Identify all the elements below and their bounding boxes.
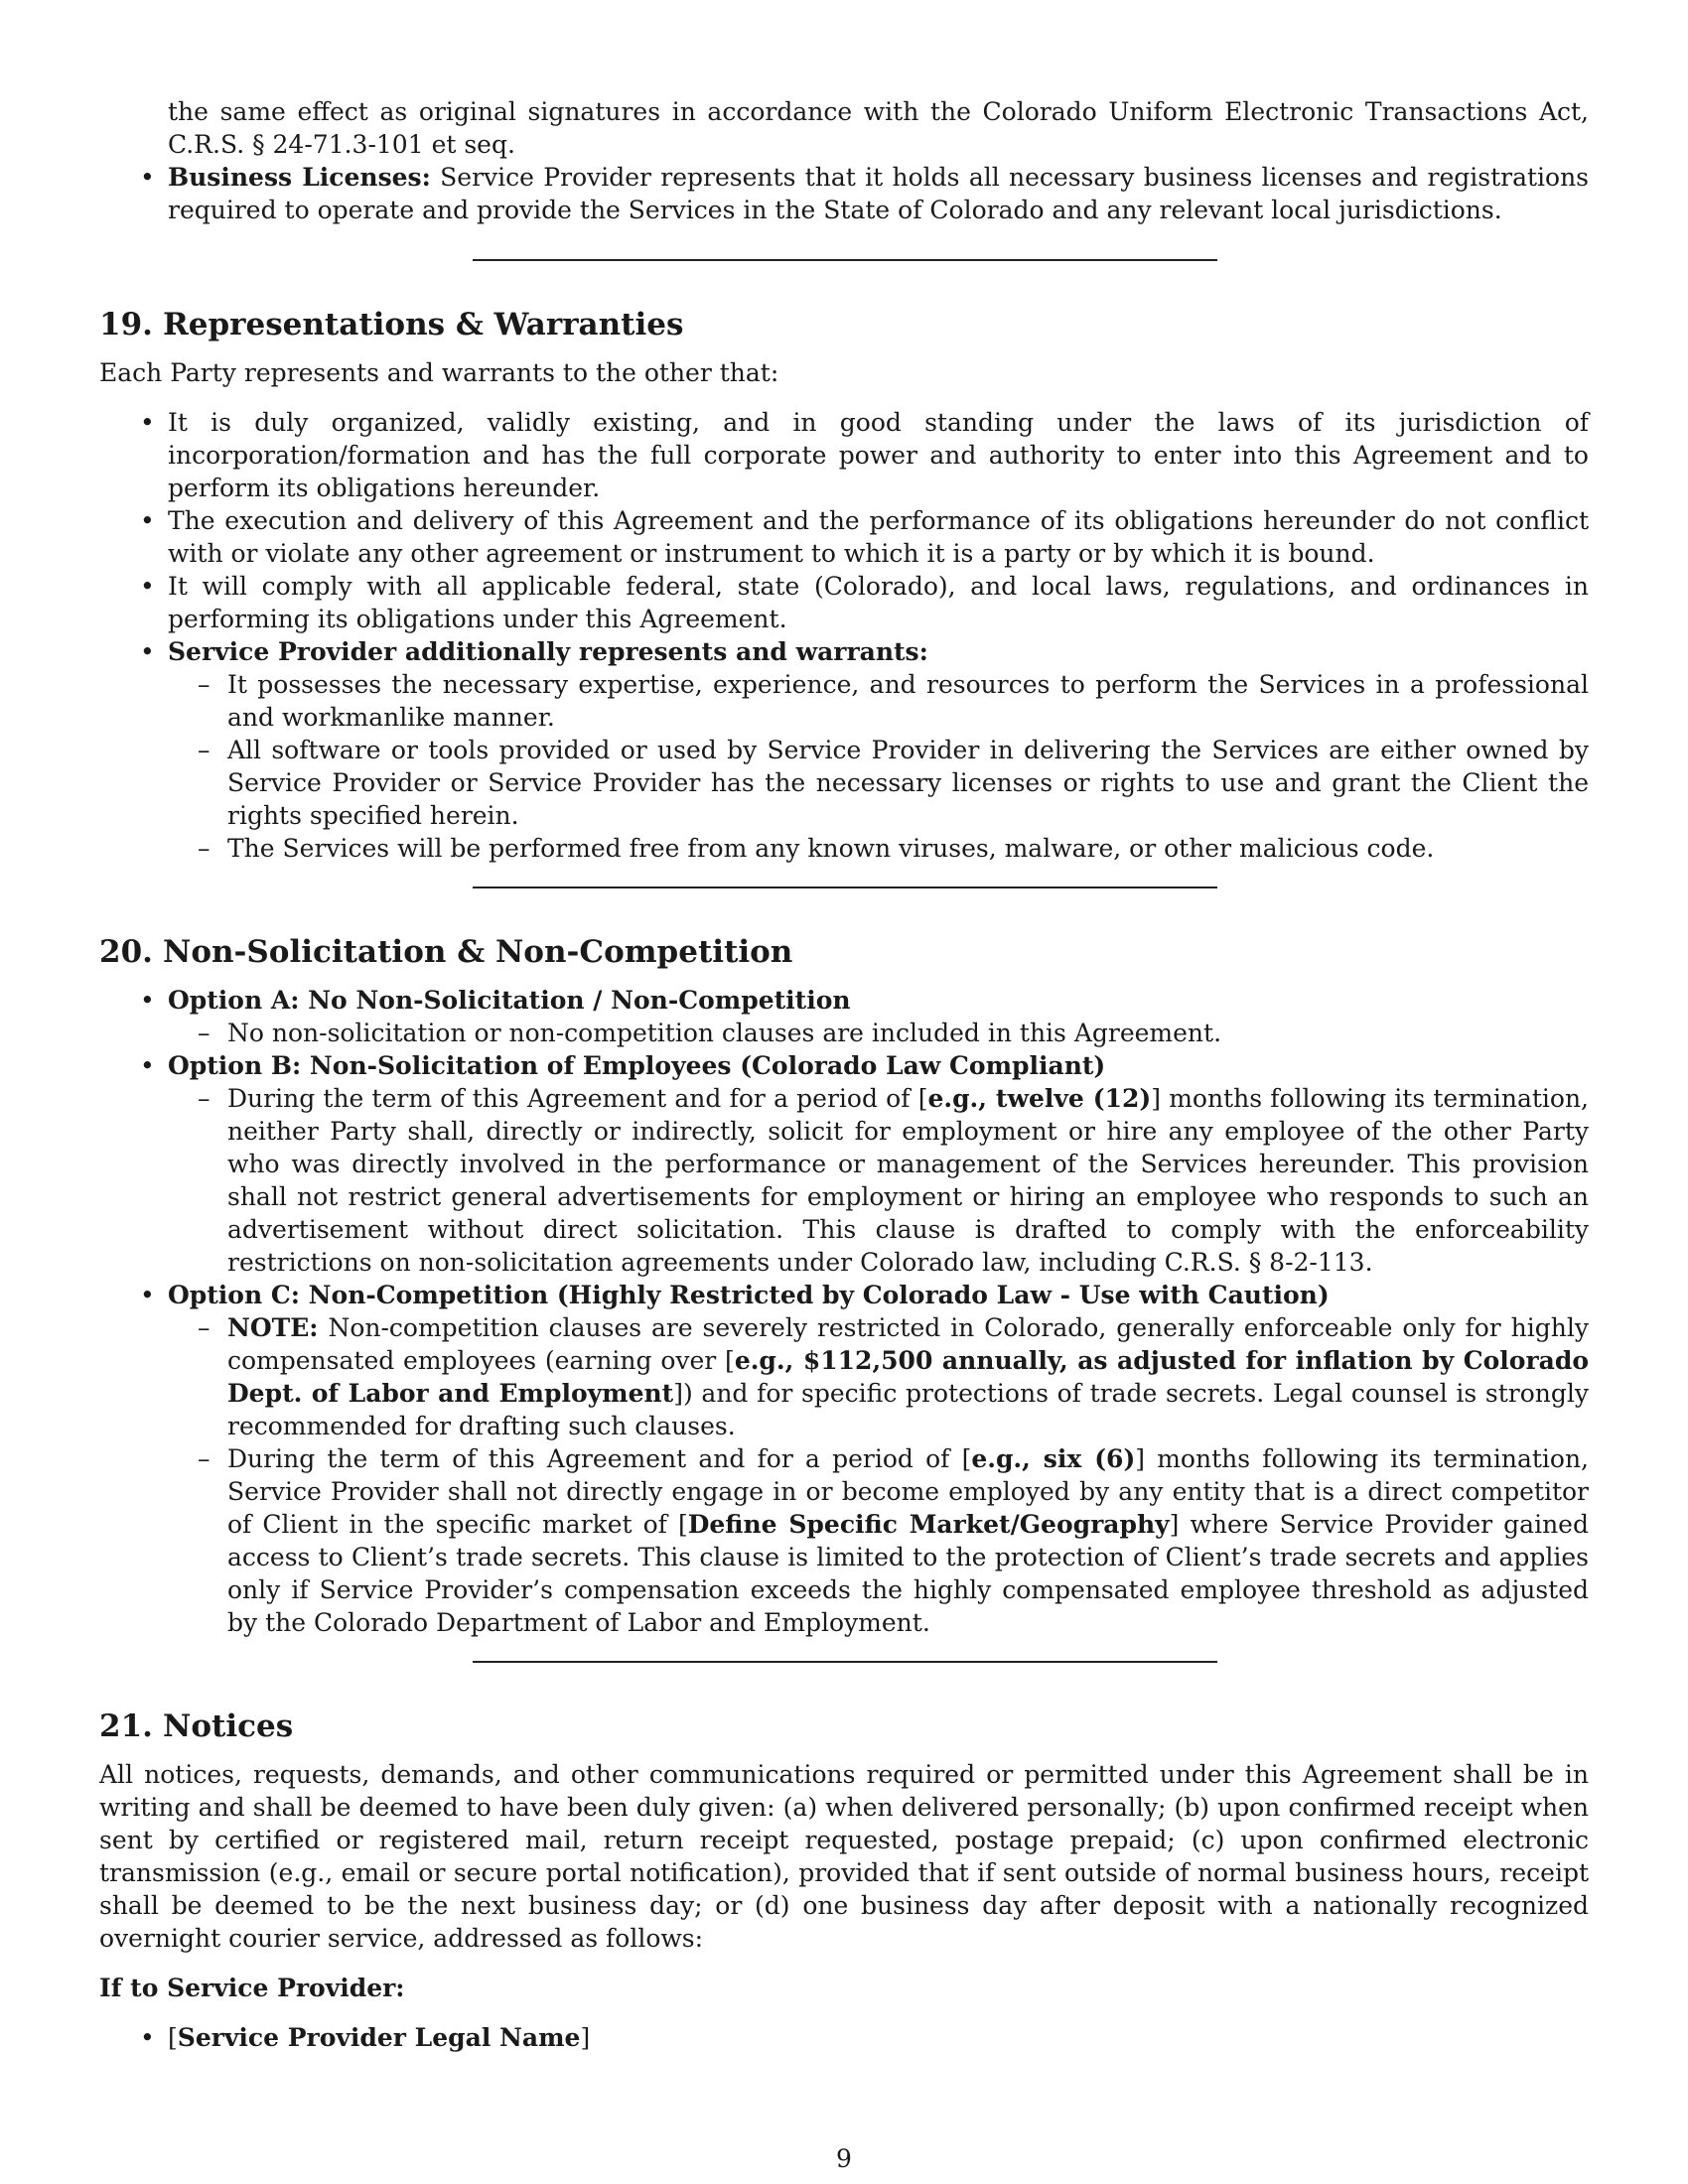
option-b bbox=[168, 1049, 1589, 1279]
text-run: ] months following its termination, Service Provider shall not directly engage in or become employed by any entity that is a direct competitor of Client in the specific market of [ bbox=[227, 1444, 1590, 1539]
section-19-intro: Each Party represents and warrants to the other that: bbox=[99, 358, 779, 387]
text-run: Non-competition clauses are severely restricted in Colorado, generally enforceable only for highly compensated employees (earning over [ bbox=[227, 1313, 1589, 1375]
service-provider-name-placeholder: Service Provider Legal Name bbox=[177, 2023, 581, 2052]
non-solicitation-options bbox=[99, 984, 1589, 1639]
section-number: 20. bbox=[99, 934, 153, 970]
section-heading-19 bbox=[99, 305, 1589, 344]
list-item-business-licenses bbox=[168, 161, 1589, 226]
sub-list-item: – No non-solicitation or non-competition clauses are included in this Agreement. bbox=[227, 1017, 1589, 1049]
placeholder-term: e.g., six (6) bbox=[971, 1444, 1136, 1473]
section-heading-21 bbox=[99, 1706, 1589, 1746]
placeholder-term: e.g., twelve (12) bbox=[927, 1084, 1152, 1113]
option-b-label: Option B: Non-Solicitation of Employees (Colorado Law Compliant) bbox=[168, 1051, 1106, 1080]
service-provider-warranties-label: Service Provider additionally represents and warrants: bbox=[168, 637, 928, 666]
warranties-list bbox=[99, 406, 1589, 865]
section-title: Representations & Warranties bbox=[163, 307, 684, 342]
section-title: Non-Solicitation & Non-Competition bbox=[163, 934, 793, 970]
text-run: ]) and for specific protections of trade secrets. Legal counsel is strongly recommended for drafting such clauses. bbox=[227, 1379, 1589, 1440]
list-item: • [Service Provider Legal Name] bbox=[168, 2021, 1589, 2054]
sub-list-item: – It possesses the necessary expertise, experience, and resources to perform the Services in a professional and workmanlike manner. bbox=[227, 668, 1589, 734]
page-number: 9 bbox=[836, 2144, 852, 2173]
document-page bbox=[99, 95, 1589, 2054]
placeholder-market: Define Specific Market/Geography bbox=[687, 1510, 1170, 1539]
list-item: • It is duly organized, validly existing, and in good standing under the laws of its jurisdiction of incorporation/formation and has the full corporate power and authority to enter into this Agreement and to perform its obligations hereunder. bbox=[168, 406, 1589, 504]
business-licenses-text: Service Provider represents that it holds all necessary business licenses and registrations required to operate and provide the Services in the State of Colorado and any relevant local jurisdictions. bbox=[168, 163, 1589, 224]
sub-list-item: – The Services will be performed free from any known viruses, malware, or other malicious code. bbox=[227, 832, 1589, 865]
text-run: During the term of this Agreement and for a period of [ bbox=[227, 1084, 928, 1113]
sub-list-item-note bbox=[227, 1311, 1589, 1442]
text-run: ] where Service Provider gained access to Client’s trade secrets. This clause is limited to the protection of Client’s trade secrets and applies only if Service Provider’s compensation exceeds the highly compensated employee threshold as adjusted by the Colorado Department of Labor and Employment. bbox=[227, 1510, 1589, 1637]
option-a bbox=[168, 984, 1589, 1049]
service-provider-address-list bbox=[99, 2021, 1589, 2054]
section-heading-20 bbox=[99, 932, 1589, 972]
option-a-label: Option A: No Non-Solicitation / Non-Competition bbox=[168, 986, 851, 1015]
list-item: • The execution and delivery of this Agreement and the performance of its obligations hereunder do not conflict with or violate any other agreement or instrument to which it is a party or by which it is bound. bbox=[168, 504, 1589, 570]
business-licenses-label: Business Licenses: bbox=[168, 163, 431, 192]
section-title: Notices bbox=[163, 1708, 294, 1744]
option-c bbox=[168, 1279, 1589, 1639]
section-number: 21. bbox=[99, 1708, 153, 1744]
heading-text: If to Service Provider: bbox=[99, 1974, 405, 2002]
sub-list-item bbox=[227, 1442, 1589, 1639]
section-number: 19. bbox=[99, 307, 153, 342]
sub-list-item bbox=[227, 1082, 1589, 1279]
text-run: During the term of this Agreement and for a period of [ bbox=[227, 1444, 972, 1473]
notices-paragraph: All notices, requests, demands, and other communications required or permitted under this Agreement shall be in writing and shall be deemed to have been duly given: (a) when delivered personally; (b) upon confirmed receipt when sent by certified or registered mail, return receipt requested, postage prepaid; (c) upon confirmed electronic transmission (e.g., email or secure portal notification), provided that if sent outside of normal business hours, receipt shall be deemed to be the next business day; or (d) one business day after deposit with a nationally recognized overnight courier service, addressed as follows: bbox=[99, 1760, 1589, 1953]
sub-list-item: – All software or tools provided or used by Service Provider in delivering the Services are either owned by Service Provider or Service Provider has the necessary licenses or rights to use and grant the Client the rights specified herein. bbox=[227, 734, 1589, 832]
placeholder-threshold: e.g., $112,500 annually, as adjusted for inflation by Colorado Dept. of Labor and Employment bbox=[227, 1346, 1589, 1408]
list-item: • It will comply with all applicable federal, state (Colorado), and local laws, regulations, and ordinances in performing its obligations under this Agreement. bbox=[168, 570, 1589, 635]
continued-paragraph: the same effect as original signatures in accordance with the Colorado Uniform Electronic Transactions Act, C.R.S. § 24-71.3-101 et seq. bbox=[168, 97, 1589, 159]
text-run: ] months following its termination, neither Party shall, directly or indirectly, solicit for employment or hire any employee of the other Party who was directly involved in the performance or management of the Services hereunder. This provision shall not restrict general advertisements for employment or hiring an employee who responds to such an advertisement without direct solicitation. This clause is drafted to comply with the enforceability restrictions on non-solicitation agreements under Colorado law, including C.R.S. § 8-2-113. bbox=[227, 1084, 1590, 1277]
continued-bullets bbox=[99, 95, 1589, 226]
service-provider-heading bbox=[99, 1972, 1589, 2004]
list-item-service-provider bbox=[168, 635, 1589, 865]
option-c-label: Option C: Non-Competition (Highly Restricted by Colorado Law - Use with Caution) bbox=[168, 1281, 1330, 1309]
note-label: NOTE: bbox=[227, 1313, 319, 1342]
